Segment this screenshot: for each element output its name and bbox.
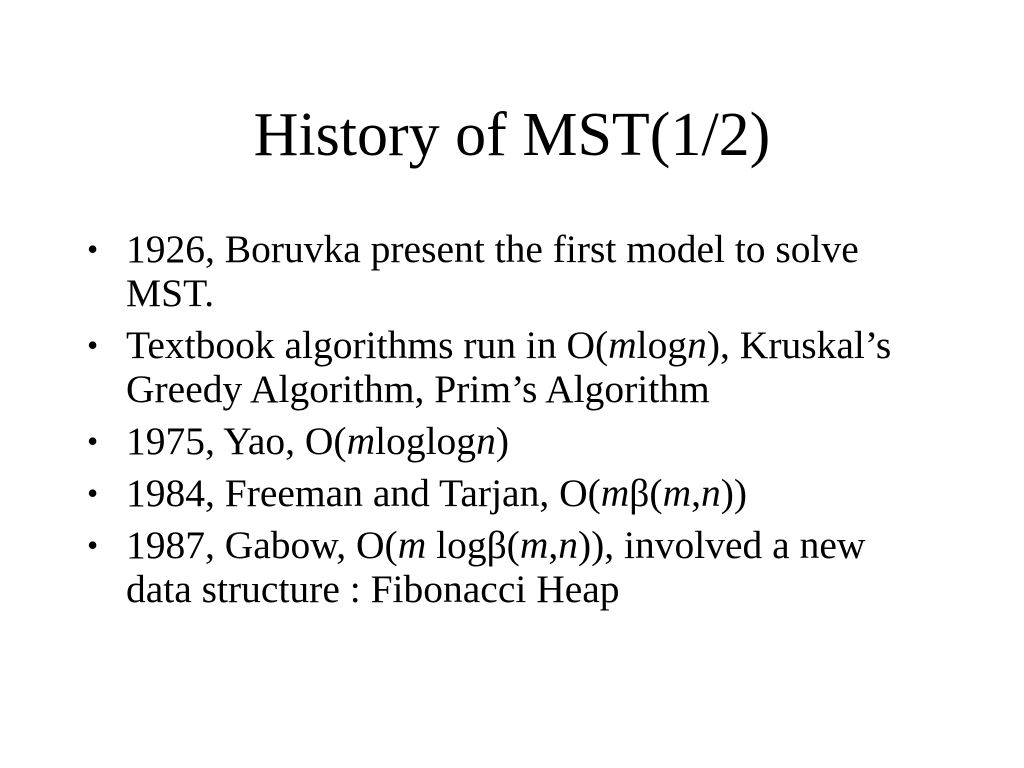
bullet-item-textbook-algorithms: [0, 323, 930, 411]
text-segment: ,: [548, 523, 559, 567]
bullet-text: [126, 227, 859, 315]
bullet-list: [0, 227, 930, 619]
bullet-text: [126, 419, 509, 463]
bullet-text: [126, 471, 747, 515]
text-segment: β(: [629, 471, 663, 515]
slide-title: History of MST(1/2): [253, 101, 771, 169]
text-segment: log: [636, 323, 688, 367]
italic-variable: n: [558, 523, 578, 567]
bullet-marker: [87, 323, 98, 367]
italic-variable: n: [700, 471, 721, 515]
text-segment: ): [495, 419, 509, 463]
italic-variable: m: [662, 471, 692, 515]
text-segment: Textbook algorithms run in O(: [126, 323, 609, 367]
bullet-item-1987-gabow: [0, 523, 930, 611]
bullet-item-1984-freeman-tarjan: [0, 471, 930, 515]
text-segment: ,: [691, 471, 701, 515]
text-segment: 1926, Boruvka present the first model to solve MST.: [126, 227, 859, 315]
bullet-marker: [87, 523, 98, 567]
text-segment: loglog: [375, 419, 477, 463]
italic-variable: m: [346, 419, 376, 463]
text-segment: logβ(: [426, 523, 520, 567]
text-segment: )): [720, 471, 748, 515]
bullet-item-1975-yao: [0, 419, 930, 463]
text-segment: ), Kruskal’s Greedy Algorithm, Prim’s Algorithm: [126, 323, 892, 411]
italic-variable: n: [687, 323, 707, 367]
italic-variable: n: [476, 419, 496, 463]
text-segment: 1987, Gabow, O(: [126, 523, 398, 567]
italic-variable: m: [397, 523, 427, 567]
bullet-marker: [87, 471, 98, 515]
italic-variable: m: [600, 471, 630, 515]
text-segment: 1984, Freeman and Tarjan, O(: [126, 471, 601, 515]
text-segment: 1975, Yao, O(: [126, 419, 347, 463]
bullet-marker: [87, 227, 98, 271]
italic-variable: m: [608, 323, 637, 367]
text-segment: )), involved a new data structure : Fibonacci Heap: [126, 523, 866, 611]
bullet-text: [126, 523, 865, 611]
bullet-item-1926-boruvka: [0, 227, 930, 315]
italic-variable: m: [519, 523, 549, 567]
bullet-text: [126, 323, 891, 411]
bullet-marker: [87, 419, 98, 463]
